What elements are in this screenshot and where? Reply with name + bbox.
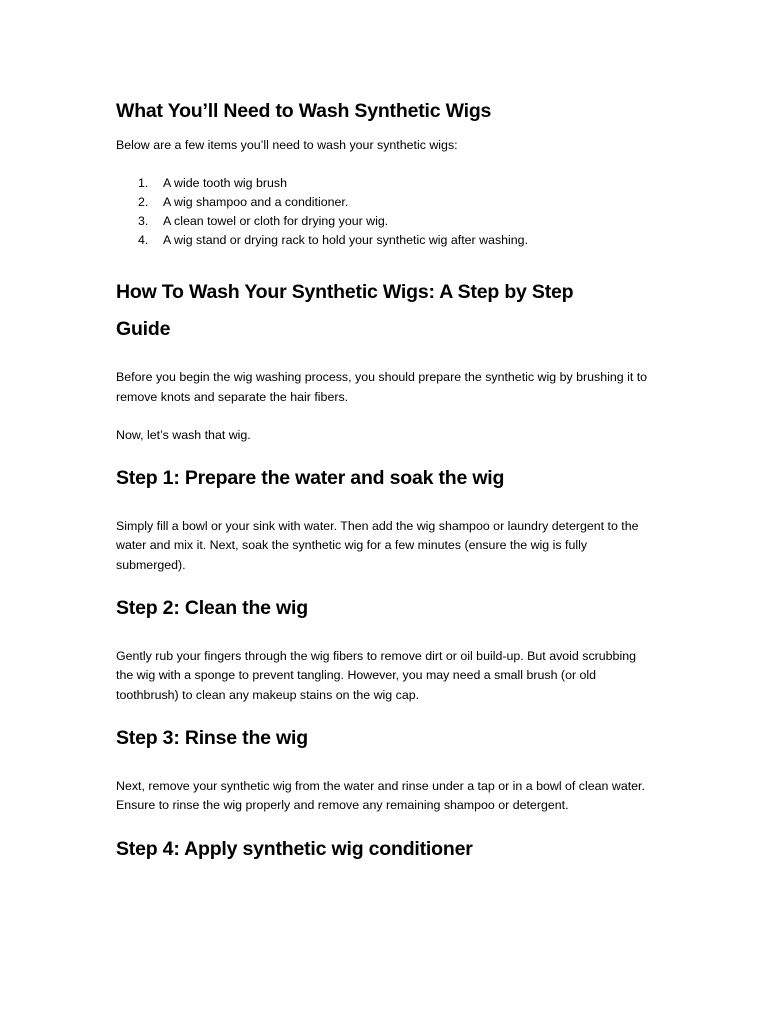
- step-4-heading: Step 4: Apply synthetic wig conditioner: [116, 837, 473, 860]
- document-content: [116, 97, 656, 864]
- list-item: [116, 231, 656, 250]
- list-item-text: A wig shampoo and a conditioner.: [163, 195, 349, 210]
- list-item-text: A wide tooth wig brush: [163, 176, 287, 191]
- list-item-text: A wig stand or drying rack to hold your synthetic wig after washing.: [163, 233, 529, 248]
- step-2-heading: Step 2: Clean the wig: [116, 597, 308, 620]
- list-item: [116, 174, 656, 193]
- list-item: [116, 212, 656, 231]
- step-1-heading: Step 1: Prepare the water and soak the wig: [116, 467, 505, 490]
- heading-line: Guide: [116, 318, 171, 341]
- list-item-number: 2.: [138, 195, 149, 210]
- step-3-body: Next, remove your synthetic wig from the water and rinse under a tap or in a bowl of clean water. Ensure to rinse the wig properly and remove any remaining shampoo or detergent.: [116, 778, 645, 813]
- list-item: [116, 193, 656, 212]
- supplies-list: [116, 174, 656, 250]
- list-item-number: 4.: [138, 233, 149, 248]
- step-3-heading: Step 3: Rinse the wig: [116, 726, 308, 749]
- list-item-text: A clean towel or cloth for drying your wig.: [163, 214, 389, 229]
- list-item-number: 3.: [138, 214, 149, 229]
- section-heading-how-to-wash: [116, 274, 656, 348]
- section-heading-what-you-need: What You’ll Need to Wash Synthetic Wigs: [116, 100, 492, 122]
- heading-line: How To Wash Your Synthetic Wigs: A Step by Step: [116, 281, 574, 304]
- before-paragraph: Before you begin the wig washing process, you should prepare the synthetic wig by brushing it to remove knots and separate the hair fibers.: [116, 370, 648, 404]
- intro-paragraph: Below are a few items you’ll need to wash your synthetic wigs:: [116, 138, 458, 152]
- now-paragraph: Now, let’s wash that wig.: [116, 427, 251, 442]
- step-1-body: Simply fill a bowl or your sink with water. Then add the wig shampoo or laundry detergent to the water and mix it. Next, soak the synthetic wig for a few minutes (ensure the wig is fully submerged).: [116, 519, 639, 572]
- step-2-body: Gently rub your fingers through the wig fibers to remove dirt or oil build-up. But avoid scrubbing the wig with a sponge to prevent tangling. However, you may need a small brush (or old toothbrush) to clean any makeup stains on the wig cap.: [116, 649, 636, 702]
- list-item-number: 1.: [138, 176, 149, 191]
